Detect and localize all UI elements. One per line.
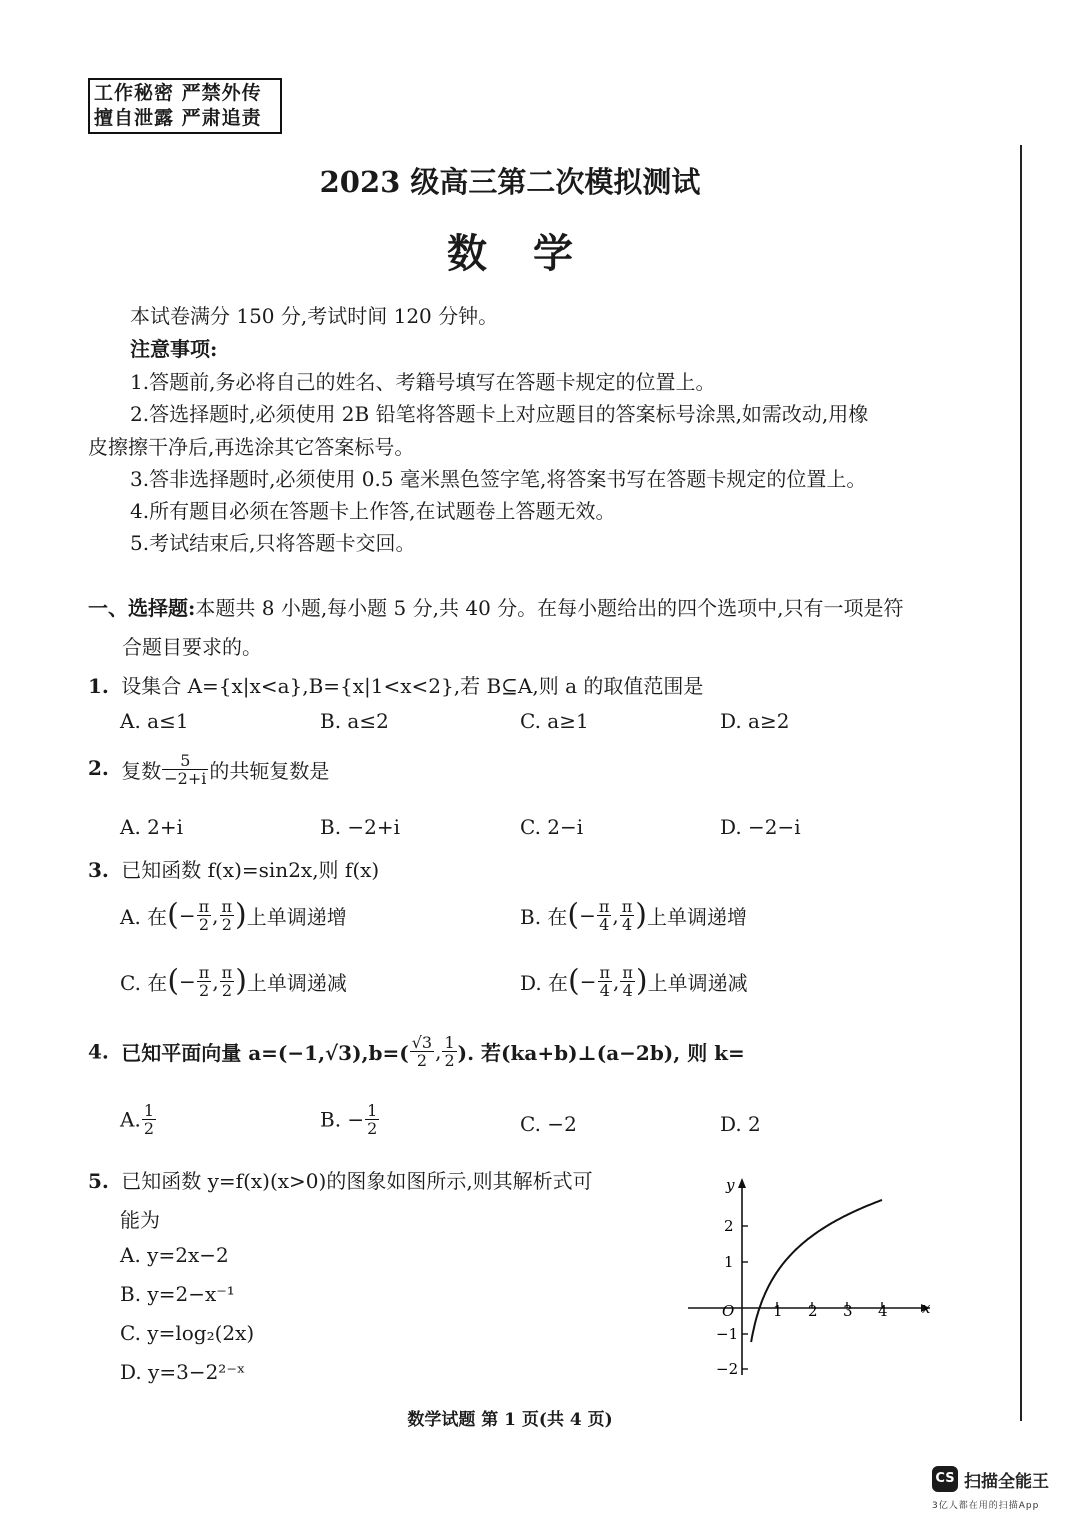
section-1-desc-b: 合题目要求的。 [122,635,262,659]
q3-c-frac-2-num: π [221,963,233,982]
q3-b-rparen: ) [635,897,648,933]
x-tick-label-2: 2 [808,1302,818,1320]
q3-c-suffix: 上单调递减 [246,971,347,995]
q3-c-prefix: C. 在 [120,971,168,995]
q3-option-c: C. 在(− $\frac{\pi}{2}$ , $\frac{\pi}{2}$ )上单调递减 [120,963,347,1000]
q2-frac-num: 5 [162,752,208,770]
q3-b-frac-1-den: 4 [599,915,610,934]
q3-c-rparen: ) [235,963,247,999]
section-1-heading [88,592,904,621]
y-tick-label-neg2: −2 [716,1360,739,1378]
x-axis-label: x [922,1299,931,1317]
q3-b-frac-2-num: π [621,897,633,916]
q4-frac-2-num: 1 [444,1033,455,1052]
q3-a-suffix: 上单调递增 [246,905,347,929]
q4-b-num: 1 [367,1101,378,1120]
q3-d-rparen: ) [635,963,648,999]
q4-a-prefix: A. [120,1107,141,1132]
q2-stem-post: 的共轭复数是 [209,759,330,783]
note-2-line-1: 2.答选择题时,必须使用 2B 铅笔将答题卡上对应题目的答案标号涂黑,如需改动,用橡 [130,402,869,426]
q2-stem-line [88,752,329,787]
q3-c-frac-2 [220,964,235,999]
q3-d-frac-2-den: 4 [622,981,633,1000]
q3-a-frac-2 [220,898,235,933]
q2-option-c: C. 2−i [520,815,584,839]
q4-option-c: C. −2 [520,1112,577,1136]
q4-a-frac [142,1102,156,1137]
q2-number: 2. [88,756,109,780]
q5-number: 5. [88,1169,109,1193]
q3-b-suffix: 上单调递增 [647,905,748,929]
subject-title: 数学 [447,230,619,277]
q3-a-prefix: A. 在 [120,905,168,929]
q3-stem-line [88,854,379,883]
stamp-line-2: 擅自泄露 严肃追责 [94,107,262,129]
q5-option-a: A. y=2x−2 [120,1243,229,1267]
section-1-desc-a: 本题共 8 小题,每小题 5 分,共 40 分。在每小题给出的四个选项中,只有一项是符 [195,596,904,620]
stamp-line-1: 工作秘密 严禁外传 [94,82,262,104]
y-tick-label-2: 2 [724,1217,734,1235]
q2-option-a: A. 2+i [120,815,184,839]
q3-b-prefix: B. 在 [520,905,568,929]
q3-c-frac-1-num: π [198,963,210,982]
q3-d-prefix: D. 在 [520,971,569,995]
y-axis-label: y [726,1176,735,1194]
q4-b-den: 2 [367,1119,378,1138]
q4-option-a [120,1102,157,1137]
q1-option-b: B. a≤2 [320,709,389,733]
note-5: 5.考试结束后,只将答题卡交回。 [130,531,416,555]
q3-d-suffix: 上单调递减 [647,971,748,995]
q2-fraction [162,752,208,787]
note-2-line-2: 皮擦擦干净后,再选涂其它答案标号。 [88,435,415,459]
q3-a-frac-2-den: 2 [221,915,232,934]
q3-option-d: D. 在(− $\frac{\pi}{4}$ , $\frac{\pi}{4}$ )上单调递减 [520,963,748,1000]
q1-number: 1. [88,674,109,698]
q5-option-b: B. y=2−x⁻¹ [120,1282,235,1306]
q3-number: 3. [88,858,109,882]
q3-d-frac-1-den: 4 [599,981,610,1000]
q3-a-rparen: ) [235,897,247,933]
q3-d-frac-1-num: π [599,963,611,982]
q3-c-lparen: ( [167,963,180,999]
q2-frac-den: −2+i [164,769,207,788]
q4-number: 4. [88,1039,109,1064]
score-time-line: 本试卷满分 150 分,考试时间 120 分钟。 [130,304,499,328]
q5-option-c: C. y=log₂(2x) [120,1321,255,1345]
q4-stem-post: ). 若(ka+b)⊥(a−2b), 则 k= [457,1041,745,1065]
q4-stem-pre: 已知平面向量 a=(−1,√3),b=( [121,1041,409,1065]
q1-stem: 设集合 A={x|x<a},B={x|1<x<2},若 B⊆A,则 a 的取值范围是 [121,674,704,698]
y-tick-label-neg1: −1 [716,1325,739,1343]
q4-option-b [320,1102,380,1137]
note-1: 1.答题前,务必将自己的姓名、考籍号填写在答题卡规定的位置上。 [130,370,716,394]
x-tick-label-1: 1 [773,1302,783,1320]
q3-a-frac-1-num: π [198,897,210,916]
q3-b-frac-2-den: 4 [621,915,633,934]
q2-option-d: D. −2−i [720,815,801,839]
q3-stem: 已知函数 f(x)=sin2x,则 f(x) [121,858,380,882]
q4-frac-1-den: 2 [416,1051,428,1070]
note-4: 4.所有题目必须在答题卡上作答,在试题卷上答题无效。 [130,499,616,523]
q3-option-a: A. 在(− $\frac{\pi}{2}$ , $\frac{\pi}{2}$ )上单调递增 [120,897,347,934]
q3-a-frac-1-den: 2 [198,915,209,934]
q3-d-frac-2 [620,964,635,999]
q3-b-frac-2 [620,898,635,933]
confidential-stamp [88,78,282,134]
q4-frac-1-num: √3 [411,1033,433,1052]
q3-b-lparen: ( [567,897,580,933]
q4-stem-line: 4. 已知平面向量 a=(−1,√3),b=( $\frac{√3}{2}$ , $\frac{1}{2}$ ). 若(ka+b)⊥(a−2b), 则 k= [88,1033,745,1070]
q4-frac-2-den: 2 [444,1051,455,1070]
x-tick-label-4: 4 [878,1302,888,1320]
x-tick-label-3: 3 [843,1302,853,1320]
camscanner-name: 扫描全能王 [964,1472,1049,1492]
right-margin-rule [1020,145,1022,1421]
q3-d-frac-1 [598,964,613,999]
y-axis-arrow [738,1178,746,1188]
q3-a-frac-1 [197,898,212,933]
q3-b-frac-1-num: π [598,897,610,916]
q1-stem-line [88,670,703,699]
exam-title: 2023 级高三第二次模拟测试 [319,165,701,199]
function-curve [751,1200,882,1342]
notes-title: 注意事项: [130,337,218,361]
q1-option-c: C. a≥1 [520,709,589,733]
q1-option-d: D. a≥2 [720,709,790,733]
q3-option-b: B. 在(− $\frac{\pi}{4}$ , $\frac{\pi}{4}$ )上单调递增 [520,897,748,934]
q4-a-num: 1 [143,1101,154,1120]
q4-b-frac [365,1102,379,1137]
q3-d-lparen: ( [568,963,580,999]
q5-stem-b: 能为 [120,1208,160,1232]
q4-frac-1 [410,1034,434,1069]
camscanner-logo: CS [932,1466,958,1492]
camscanner-tagline: 3亿人都在用的扫描App [932,1501,1040,1511]
q3-a-lparen: ( [167,897,179,933]
q2-stem-pre: 复数 [121,759,162,783]
origin-label: O [722,1302,735,1320]
q3-d-frac-2-num: π [622,963,633,982]
q4-b-prefix: B. − [320,1107,365,1132]
q3-b-frac-1 [597,898,612,933]
q5-option-d: D. y=3−2²⁻ˣ [120,1360,246,1384]
q5-stem-a: 已知函数 y=f(x)(x>0)的图象如图所示,则其解析式可 [121,1169,593,1193]
note-3: 3.答非选择题时,必须使用 0.5 毫米黑色签字笔,将答案书写在答题卡规定的位置上。 [130,467,867,491]
q4-a-den: 2 [143,1119,154,1138]
page-footer: 数学试题 第 1 页(共 4 页) [407,1410,613,1430]
q3-a-frac-2-num: π [221,897,233,916]
q2-option-b: B. −2+i [320,815,401,839]
y-tick-label-1: 1 [724,1253,734,1271]
q1-option-a: A. a≤1 [120,709,189,733]
q3-c-frac-1-den: 2 [198,981,210,1000]
q5-stem-line [88,1165,593,1194]
q3-c-frac-1 [197,964,212,999]
q5-function-graph [680,1170,940,1385]
section-1-label: 一、选择题: [88,596,196,620]
q4-frac-2 [442,1034,456,1069]
q3-c-frac-2-den: 2 [221,981,233,1000]
q4-option-d: D. 2 [720,1112,761,1136]
